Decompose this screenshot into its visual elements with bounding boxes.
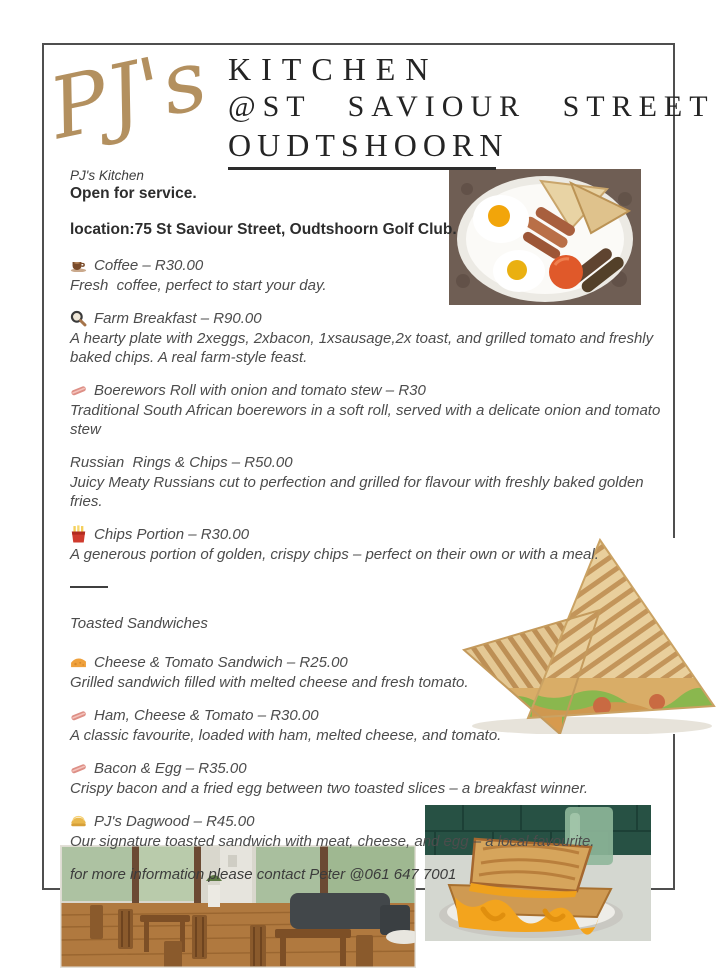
menu-item-farm-breakfast (70, 309, 676, 367)
header-line-town: OUDTSHOORN (228, 127, 509, 163)
menu-item-title-row (70, 706, 676, 725)
menu-item-title: Cheese & Tomato Sandwich – R25.00 (94, 654, 348, 671)
menu-item-dagwood (70, 812, 676, 851)
menu-item-title: Boerewors Roll with onion and tomato stew – R30 (94, 382, 426, 399)
menu-item-title-row (70, 309, 676, 328)
header-line-kitchen: KITCHEN (228, 51, 439, 87)
menu-item-title: Chips Portion – R30.00 (94, 526, 250, 543)
menu-item-coffee (70, 256, 676, 295)
menu-item-title: Russian Rings & Chips – R50.00 (70, 454, 293, 471)
section-heading-toasted-sandwiches: Toasted Sandwiches (70, 615, 208, 632)
menu-item-desc: Traditional South African boerewors in a soft roll, served with a delicate onion and tomato stew (70, 402, 665, 438)
bacon-icon (70, 761, 87, 776)
coffee-icon (70, 258, 87, 273)
menu-item-title-row (70, 759, 676, 778)
menu-item-title: Coffee – R30.00 (94, 257, 204, 274)
menu-item-title-row (70, 453, 676, 472)
menu-item-desc: Our signature toasted sandwich with meat, cheese, and egg – a local favourite. (70, 833, 595, 850)
menu-item-desc: A generous portion of golden, crispy chips – perfect on their own or with a meal. (70, 546, 599, 563)
cheese-icon (70, 655, 87, 670)
menu-item-desc: Juicy Meaty Russians cut to perfection and grilled for flavour with freshly baked golden fries. (70, 474, 648, 510)
status-line: Open for service. (70, 185, 197, 202)
menu-item-cheese-tomato (70, 653, 676, 692)
menu-item-russian-and-chips (70, 453, 676, 511)
header-line-street: @ST SAVIOUR STREET (228, 90, 715, 123)
menu-item-title: Ham, Cheese & Tomato – R30.00 (94, 707, 319, 724)
menu-content (70, 167, 676, 899)
menu-item-title-row (70, 812, 676, 831)
menu-item-title: Farm Breakfast – R90.00 (94, 310, 262, 327)
menu-item-desc: Crispy bacon and a fried egg between two toasted slices – a breakfast winner. (70, 780, 589, 797)
business-name: PJ's Kitchen (70, 168, 144, 183)
location-line: location:75 St Saviour Street, Oudtshoorn Golf Club. (70, 221, 457, 238)
menu-item-title-row (70, 525, 676, 544)
menu-item-chips-portion (70, 525, 676, 564)
section-divider (70, 586, 108, 588)
menu-item-desc: A classic favourite, loaded with ham, melted cheese, and tomato. (70, 727, 502, 744)
bacon-icon (70, 383, 87, 398)
menu-item-title-row (70, 381, 676, 400)
menu-item-boerewors-roll (70, 381, 676, 439)
menu-item-desc: A hearty plate with 2xeggs, 2xbacon, 1xsausage,2x toast, and grilled tomato and freshly baked chips. A real farm-style feast. (70, 330, 658, 366)
sandwich-icon (70, 814, 87, 829)
menu-item-desc: Fresh coffee, perfect to start your day. (70, 277, 327, 294)
header (228, 50, 715, 170)
magnifier-icon (70, 311, 87, 326)
menu-item-title: Bacon & Egg – R35.00 (94, 760, 247, 777)
contact-line: for more information please contact Peter @061 647 7001 (70, 866, 457, 883)
menu-item-title-row (70, 256, 676, 275)
menu-item-ham-cheese-tomato (70, 706, 676, 745)
menu-item-title-row (70, 653, 676, 672)
fries-icon (70, 527, 87, 542)
menu-item-bacon-egg (70, 759, 676, 798)
menu-item-desc: Grilled sandwich filled with melted cheese and fresh tomato. (70, 674, 469, 691)
bacon-icon (70, 708, 87, 723)
menu-item-title: PJ's Dagwood – R45.00 (94, 813, 255, 830)
brand-script-logo: PJ's (41, 29, 215, 159)
